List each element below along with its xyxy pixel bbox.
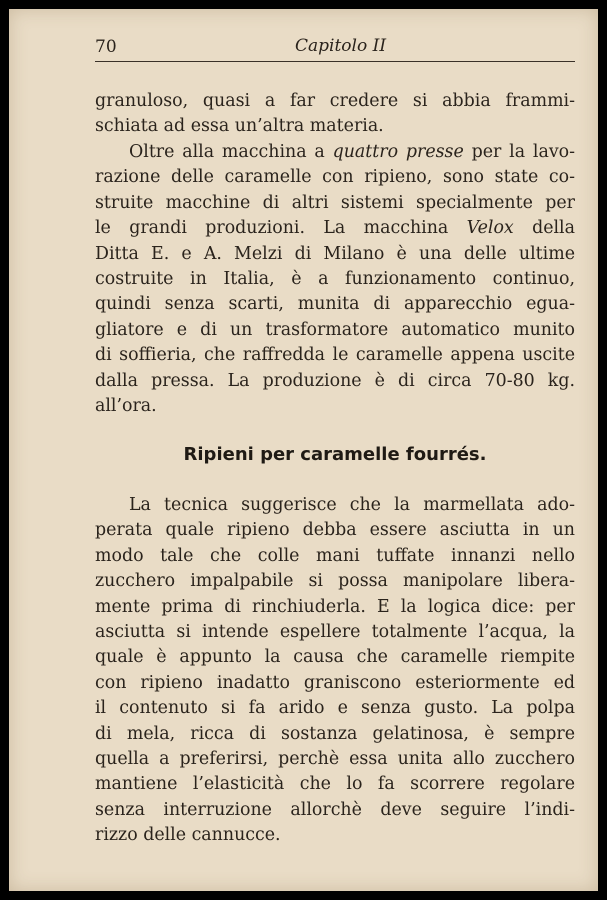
text-line: di soffieria, che raffredda le caramelle appena uscite — [95, 345, 575, 366]
italic-term: quattro presse — [332, 142, 464, 162]
text-line: all’ora. — [95, 395, 157, 416]
text-line: senza interruzione allorchè deve seguire l’indi- — [95, 799, 575, 820]
section-heading: Ripieni per caramelle fourrés. — [183, 444, 487, 465]
text-line: La tecnica suggerisce che la marmellata ado- — [129, 495, 575, 515]
running-header — [95, 33, 575, 62]
text-line: il contenuto si fa arido e senza gusto. La polpa — [95, 698, 575, 719]
text-line: costruite in Italia, è a funzionamento continuo, — [95, 268, 575, 289]
text-line: zucchero impalpabile si possa manipolare libera- — [95, 571, 575, 592]
text-line: quindi senza scarti, munita di apparecchio egua- — [95, 294, 575, 315]
text-line: quale è appunto la causa che caramelle riempite — [95, 647, 575, 668]
text-line: quella a preferirsi, perchè essa unita allo zucchero — [95, 748, 575, 769]
text-line: gliatore e di un trasformatore automatico munito — [95, 319, 575, 340]
text-line: dalla pressa. La produzione è di circa 70-80 kg. — [95, 370, 575, 391]
italic-term: Velox — [466, 218, 514, 239]
text-line: asciutta si intende espellere totalmente l’acqua, la — [95, 621, 575, 642]
chapter-title: Capitolo II — [295, 36, 387, 56]
paragraph-continued — [95, 89, 575, 140]
paragraph-fillings — [95, 493, 575, 848]
text-segment: le grandi produzioni. La macchina — [95, 218, 467, 239]
text-line: struite macchine di altri sistemi specialmente per — [95, 192, 575, 213]
text-line: granuloso, quasi a far credere si abbia frammi- — [95, 91, 575, 111]
text-segment: della — [513, 218, 575, 239]
text-segment: Oltre alla macchina a — [129, 142, 333, 162]
paragraph-machines — [95, 140, 575, 419]
text-line: modo tale che colle mani tuffate innanzi nello — [95, 545, 575, 566]
text-line: con ripieno inadatto graniscono esteriormente ed — [95, 672, 575, 693]
text-line: schiata ad essa un’altra materia. — [95, 116, 384, 137]
book-page — [9, 9, 598, 891]
page-number: 70 — [95, 37, 117, 57]
text-line — [95, 140, 575, 165]
text-line: Ditta E. e A. Melzi di Milano è una delle ultime — [95, 243, 575, 264]
text-line: mente prima di rinchiuderla. E la logica dice: per — [95, 596, 575, 617]
text-segment: per la lavo- — [463, 142, 575, 162]
text-line: rizzo delle cannucce. — [95, 825, 281, 846]
text-line: razione delle caramelle con ripieno, sono state co- — [95, 167, 575, 188]
text-line: mantiene l’elasticità che lo fa scorrere regolare — [95, 774, 575, 795]
text-line — [95, 216, 575, 241]
text-line: di mela, ricca di sostanza gelatinosa, è sempre — [95, 723, 575, 744]
text-line: perata quale ripieno debba essere asciutta in un — [95, 520, 575, 541]
